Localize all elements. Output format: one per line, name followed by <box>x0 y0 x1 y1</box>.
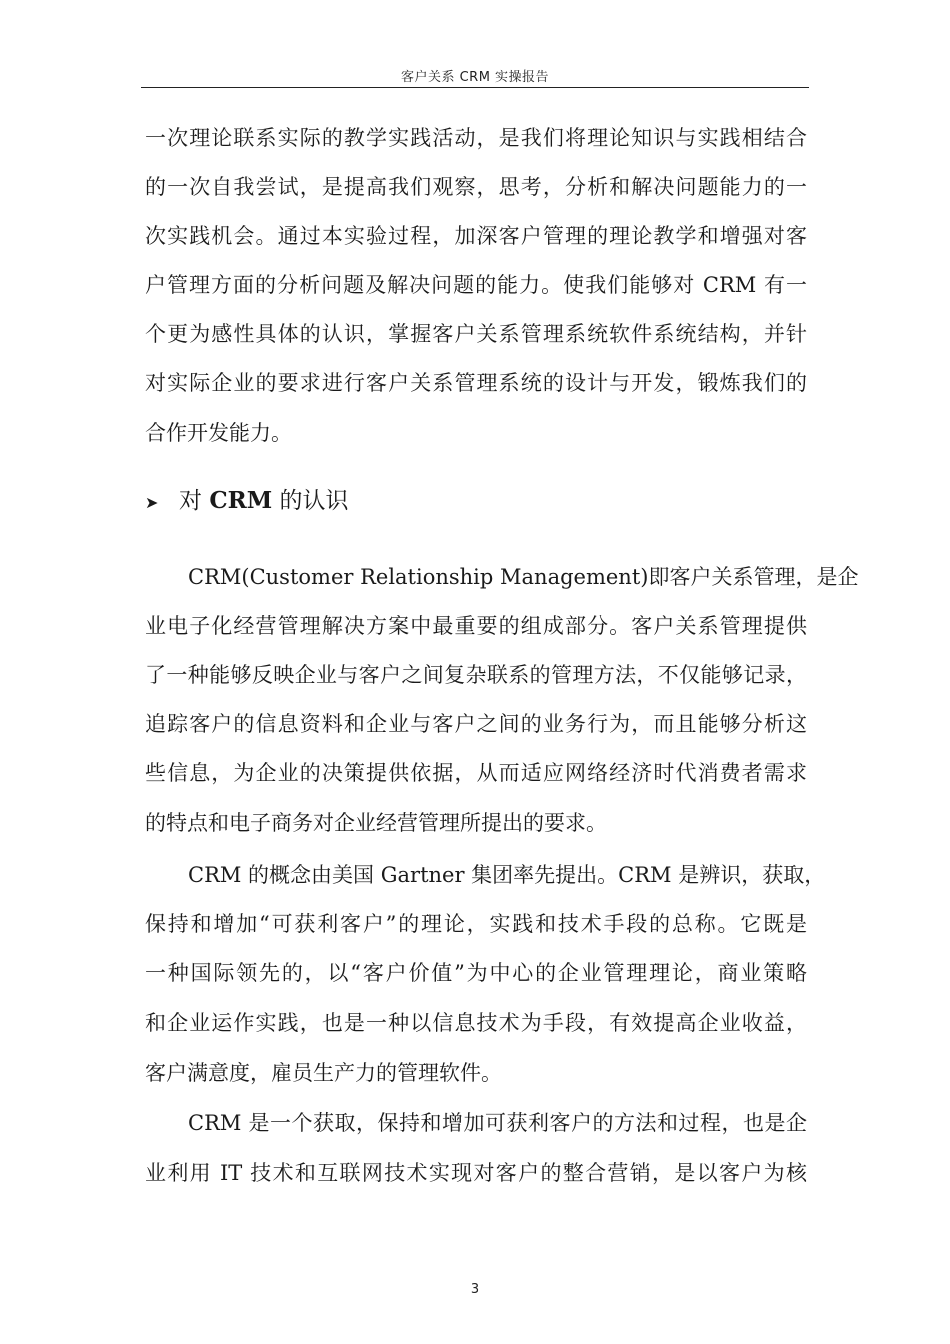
paragraph-line: 些信息，为企业的决策提供依据，从而适应网络经济时代消费者需求 <box>145 761 807 785</box>
section-heading <box>145 486 349 518</box>
paragraph-line: 次实践机会。通过本实验过程，加深客户管理的理论教学和增强对客 <box>145 224 807 248</box>
arrow-bullet-icon: ➤ <box>145 493 159 512</box>
running-header: 客户关系 CRM 实操报告 <box>400 70 550 85</box>
paragraph-line: 和企业运作实践，也是一种以信息技术为手段，有效提高企业收益， <box>145 1011 807 1035</box>
paragraph-line: 户管理方面的分析问题及解决问题的能力。使我们能够对 CRM 有一 <box>145 273 807 297</box>
paragraph-line: 客户满意度，雇员生产力的管理软件。 <box>145 1061 502 1085</box>
page-number: 3 <box>470 1282 480 1297</box>
paragraph-line: CRM(Customer Relationship Management)即客户关系管理，是企 <box>188 565 859 589</box>
paragraph-line: 对实际企业的要求进行客户关系管理系统的设计与开发，锻炼我们的 <box>145 371 807 395</box>
header-rule <box>141 87 809 88</box>
paragraph-line: 业电子化经营管理解决方案中最重要的组成部分。客户关系管理提供 <box>145 614 807 638</box>
paragraph-line: CRM 是一个获取，保持和增加可获利客户的方法和过程，也是企 <box>188 1111 807 1135</box>
paragraph-line: 的一次自我尝试，是提高我们观察，思考，分析和解决问题能力的一 <box>145 175 807 199</box>
heading-bold: CRM <box>209 487 273 514</box>
paragraph-line: CRM 的概念由美国 Gartner 集团率先提出。CRM 是辨识，获取， <box>188 863 826 887</box>
paragraph-line: 追踪客户的信息资料和企业与客户之间的业务行为，而且能够分析这 <box>145 712 807 736</box>
paragraph-line: 了一种能够反映企业与客户之间复杂联系的管理方法，不仅能够记录， <box>145 663 807 687</box>
paragraph-line: 业利用 IT 技术和互联网技术实现对客户的整合营销，是以客户为核 <box>145 1161 807 1185</box>
heading-suffix: 的认识 <box>272 488 349 514</box>
paragraph-line: 一种国际领先的，以“客户价值”为中心的企业管理理论，商业策略 <box>145 961 807 985</box>
paragraph-line: 个更为感性具体的认识，掌握客户关系管理系统软件系统结构，并针 <box>145 322 807 346</box>
paragraph-line: 保持和增加“可获利客户”的理论，实践和技术手段的总称。它既是 <box>145 912 807 936</box>
heading-prefix: 对 <box>179 488 210 514</box>
paragraph-line: 的特点和电子商务对企业经营管理所提出的要求。 <box>145 811 607 835</box>
paragraph-line: 一次理论联系实际的教学实践活动，是我们将理论知识与实践相结合 <box>145 126 807 150</box>
paragraph-line: 合作开发能力。 <box>145 421 292 445</box>
